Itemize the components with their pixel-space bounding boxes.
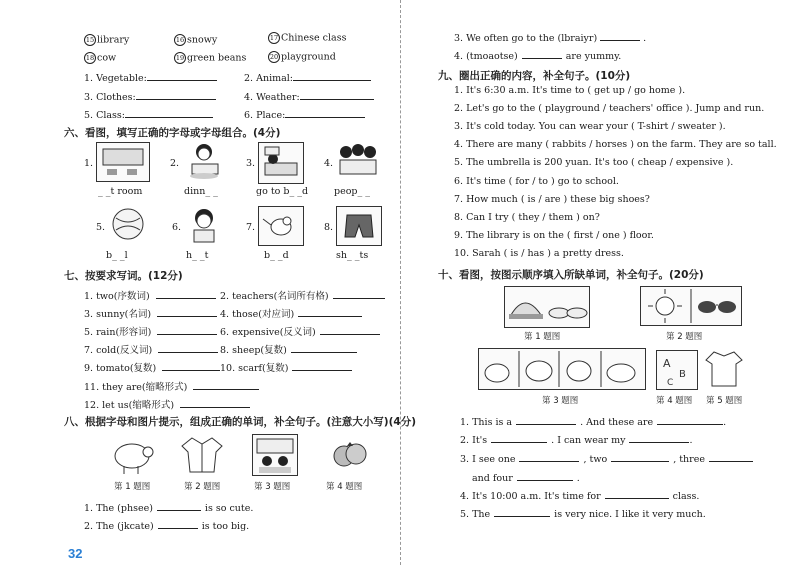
shirt-picture (704, 348, 744, 388)
q6-2-word: dinn_ _ (184, 186, 218, 197)
hurt-picture (184, 204, 224, 244)
q8-caption-3: 第 3 题图 (254, 482, 291, 492)
q9-6: 6. It's time ( for / to ) go to school. (454, 176, 619, 187)
q7-11: 11. they are(缩略形式) (84, 379, 259, 394)
sun-sunglasses-picture (640, 286, 742, 326)
q10-sentence-5: 5. The is very nice. I like it very much. (460, 506, 706, 521)
q6-4-num: 4. (324, 158, 334, 169)
word-16: 16 snowy (175, 34, 218, 46)
q8-sentence-2: 2. The (jkcate) is too big. (84, 518, 249, 533)
q8-caption-2: 第 2 题图 (184, 482, 221, 492)
classroom-picture (96, 142, 150, 182)
q6-4-word: peop_ _ (334, 186, 371, 197)
q7-12: 12. let us(缩略形式) (84, 397, 250, 412)
q8-sentence-4: 4. (tmoaotse) are yummy. (454, 48, 621, 63)
ball-picture (110, 206, 146, 242)
q7-5: 5. rain(形容词) (84, 324, 217, 339)
q10-sentence-2: 2. It's . I can wear my . (460, 432, 692, 447)
section-7-title: 七、按要求写词。(12分) (64, 270, 183, 282)
q6-6-word: h_ _t (186, 250, 209, 261)
q6-5-num: 5. (96, 222, 106, 233)
q6-7-word: b_ _d (264, 250, 289, 261)
q9-8: 8. Can I try ( they / them ) on? (454, 212, 600, 223)
section-8-title: 八、根据字母和图片提示，组成正确的单词，补全句子。(注意大小写)(4分) (64, 416, 416, 428)
q7-7: 7. cold(反义词) (84, 342, 218, 357)
q10-caption-4: 第 4 题图 (656, 396, 693, 406)
q9-3: 3. It's cold today. You can wear your ( T-shirt / sweater ). (454, 121, 726, 132)
q6-3-num: 3. (246, 158, 256, 169)
animals-picture (478, 348, 646, 390)
q8-caption-4: 第 4 题图 (326, 482, 363, 492)
word-20: 20 playground (269, 51, 336, 63)
page-divider (400, 0, 401, 565)
category-clothes: 3. Clothes: (84, 89, 216, 104)
category-animal: 2. Animal: (244, 70, 371, 85)
q9-9: 9. The library is on the ( first / one ) floor. (454, 230, 654, 241)
section-6-title: 六、看图，填写正确的字母或字母组合。(4分) (64, 127, 281, 139)
category-class: 5. Class: (84, 107, 213, 122)
category-place: 6. Place: (244, 107, 365, 122)
q6-8-word: sh_ _ts (336, 250, 369, 261)
q10-caption-2: 第 2 题图 (666, 332, 703, 342)
hat-shoes-picture (504, 286, 590, 328)
bird-picture (258, 206, 304, 246)
svg-text:B: B (679, 369, 686, 380)
q7-6: 6. expensive(反义词) (220, 324, 380, 339)
jacket-picture (180, 434, 224, 476)
q10-sentence-3a: 3. I see one , two , three (460, 451, 753, 466)
q10-sentence-3b: and four . (472, 470, 580, 485)
word-17: 17 Chinese class (269, 32, 347, 44)
word-15: 15 library (85, 34, 130, 46)
category-weather: 4. Weather: (244, 89, 374, 104)
q7-4: 4. those(对应词) (220, 306, 362, 321)
q6-1-word: _ _t room (98, 186, 143, 197)
dinner-picture (182, 140, 226, 182)
q9-5: 5. The umbrella is 200 yuan. It's too ( cheap / expensive ). (454, 157, 734, 168)
q7-9: 9. tomato(复数) (84, 360, 220, 375)
q6-5-word: b_ _l (106, 250, 128, 261)
svg-text:C: C (667, 378, 674, 388)
svg-text:A: A (663, 357, 671, 370)
q10-sentence-1: 1. This is a . And these are . (460, 414, 726, 429)
q6-7-num: 7. (246, 222, 256, 233)
bed-picture (258, 142, 304, 184)
library-picture (252, 434, 298, 476)
q6-8-num: 8. (324, 222, 334, 233)
q10-sentence-4: 4. It's 10:00 a.m. It's time for class. (460, 488, 699, 503)
q9-4: 4. There are many ( rabbits / horses ) on the farm. They are so tall. (454, 139, 777, 150)
q9-10: 10. Sarah ( is / has ) a pretty dress. (454, 248, 624, 259)
page-number: 32 (68, 546, 83, 561)
q6-3-word: go to b_ _d (256, 186, 309, 197)
q9-1: 1. It's 6:30 a.m. It's time to ( get up / go home ). (454, 85, 686, 96)
q8-sentence-3: 3. We often go to the (lbraiyr) . (454, 30, 646, 45)
tomatoes-picture (330, 434, 370, 472)
q7-10: 10. scarf(复数) (220, 360, 352, 375)
q9-2: 2. Let's go to the ( playground / teachers' office ). Jump and run. (454, 103, 765, 114)
q10-caption-3: 第 3 题图 (542, 396, 579, 406)
category-vegetable: 1. Vegetable: (84, 70, 217, 85)
q7-3: 3. sunny(名词) (84, 306, 217, 321)
people-picture (336, 140, 380, 182)
shorts-picture (336, 206, 382, 246)
sheep-picture (110, 434, 156, 476)
q10-caption-1: 第 1 题图 (524, 332, 561, 342)
q7-1: 1. two(序数词) (84, 288, 216, 303)
q7-8: 8. sheep(复数) (220, 342, 357, 357)
q10-caption-5: 第 5 题图 (706, 396, 743, 406)
q6-2-num: 2. (170, 158, 180, 169)
q8-sentence-1: 1. The (phsee) is so cute. (84, 500, 253, 515)
letters-picture (656, 350, 698, 390)
q6-6-num: 6. (172, 222, 182, 233)
word-19: 19 green beans (175, 52, 247, 64)
q9-7: 7. How much ( is / are ) these big shoes? (454, 194, 650, 205)
q6-1-num: 1. (84, 158, 94, 169)
section-10-title: 十、看图，按图示顺序填入所缺单词，补全句子。(20分) (438, 269, 704, 281)
section-9-title: 九、圈出正确的内容，补全句子。(10分) (438, 70, 631, 82)
q8-caption-1: 第 1 题图 (114, 482, 151, 492)
q7-2: 2. teachers(名词所有格) (220, 288, 385, 303)
word-18: 18 cow (85, 52, 117, 64)
